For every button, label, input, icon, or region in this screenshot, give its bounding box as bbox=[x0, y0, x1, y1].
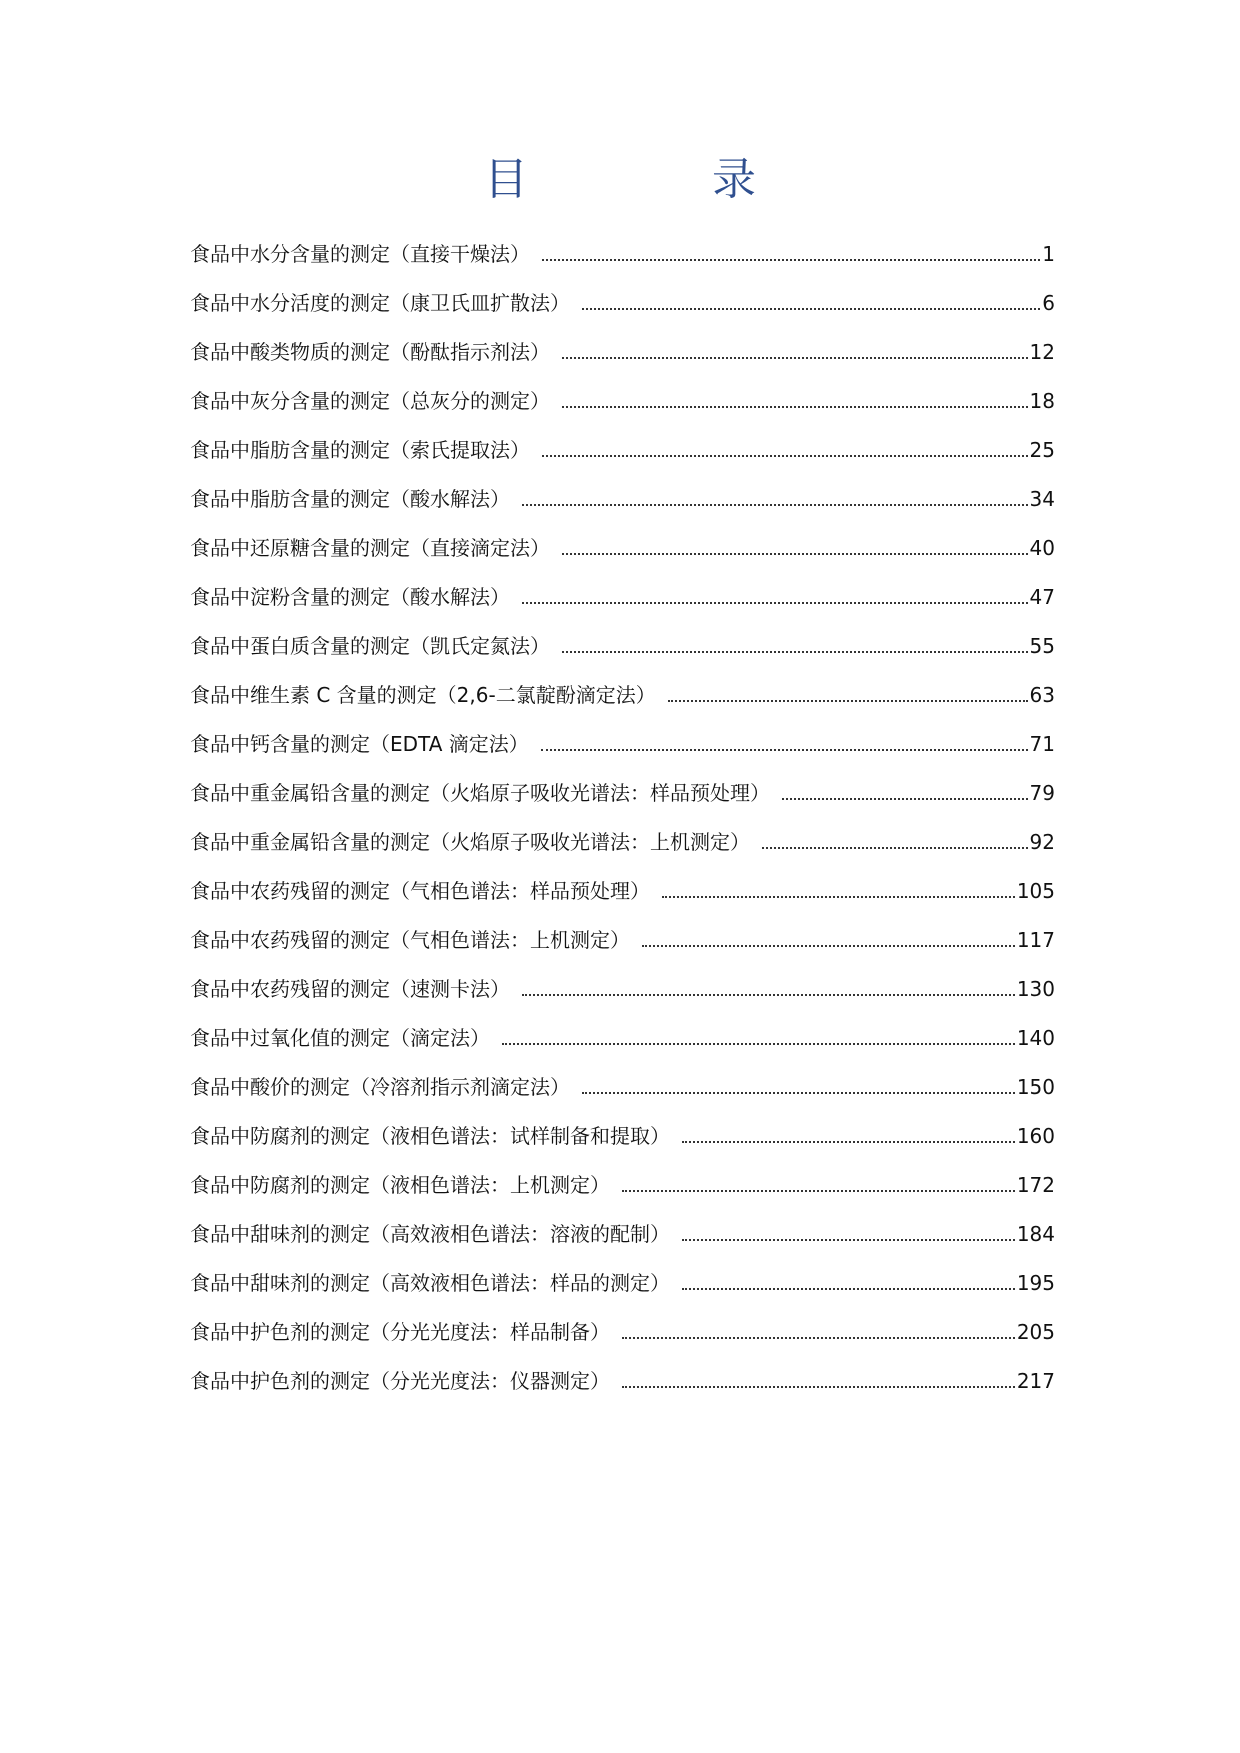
toc-entry-page-number: 18 bbox=[1029, 389, 1055, 413]
dot-leader bbox=[542, 259, 1040, 261]
toc-entry-title: 食品中甜味剂的测定（高效液相色谱法：溶液的配制） bbox=[190, 1222, 670, 1246]
toc-entry[interactable] bbox=[190, 610, 1055, 659]
toc-entry-page-number: 63 bbox=[1029, 683, 1055, 707]
toc-entry-title: 食品中钙含量的测定（EDTA 滴定法） bbox=[190, 732, 529, 756]
toc-entry-page-number: 150 bbox=[1016, 1075, 1055, 1099]
toc-entry[interactable] bbox=[190, 512, 1055, 561]
toc-entry-page-number: 172 bbox=[1016, 1173, 1055, 1197]
toc-entry-title: 食品中农药残留的测定（气相色谱法：上机测定） bbox=[190, 928, 630, 952]
toc-entry[interactable] bbox=[190, 316, 1055, 365]
toc-entry-title: 食品中脂肪含量的测定（索氏提取法） bbox=[190, 438, 530, 462]
toc-entry-title: 食品中酸价的测定（冷溶剂指示剂滴定法） bbox=[190, 1075, 570, 1099]
toc-entry-page-number: 140 bbox=[1016, 1026, 1055, 1050]
toc-entry-title: 食品中护色剂的测定（分光光度法：样品制备） bbox=[190, 1320, 610, 1344]
toc-entry-title: 食品中护色剂的测定（分光光度法：仪器测定） bbox=[190, 1369, 610, 1393]
dot-leader bbox=[562, 406, 1028, 408]
toc-entry[interactable] bbox=[190, 708, 1055, 757]
dot-leader bbox=[522, 504, 1028, 506]
toc-entry-page-number: 184 bbox=[1016, 1222, 1055, 1246]
dot-leader bbox=[762, 847, 1028, 849]
dot-leader bbox=[582, 308, 1040, 310]
toc-entry-title: 食品中过氧化值的测定（滴定法） bbox=[190, 1026, 490, 1050]
toc-entry-title: 食品中灰分含量的测定（总灰分的测定） bbox=[190, 389, 550, 413]
toc-entry[interactable] bbox=[190, 218, 1055, 267]
toc-entry[interactable] bbox=[190, 904, 1055, 953]
toc-entry-page-number: 55 bbox=[1029, 634, 1055, 658]
toc-entry-title: 食品中重金属铅含量的测定（火焰原子吸收光谱法：样品预处理） bbox=[190, 781, 770, 805]
toc-entry-page-number: 25 bbox=[1029, 438, 1055, 462]
toc-entry[interactable] bbox=[190, 855, 1055, 904]
toc-entry[interactable] bbox=[190, 659, 1055, 708]
toc-entry-title: 食品中脂肪含量的测定（酸水解法） bbox=[190, 487, 510, 511]
toc-title: 目 录 bbox=[484, 154, 826, 205]
dot-leader bbox=[782, 798, 1028, 800]
dot-leader bbox=[668, 700, 1028, 702]
toc-entry-title: 食品中维生素 C 含量的测定（2,6-二氯靛酚滴定法） bbox=[190, 683, 656, 707]
toc-entry-title: 食品中甜味剂的测定（高效液相色谱法：样品的测定） bbox=[190, 1271, 670, 1295]
toc-entry-title: 食品中重金属铅含量的测定（火焰原子吸收光谱法：上机测定） bbox=[190, 830, 750, 854]
dot-leader bbox=[622, 1386, 1015, 1388]
toc-entry[interactable] bbox=[190, 561, 1055, 610]
toc-entry-page-number: 34 bbox=[1029, 487, 1055, 511]
dot-leader bbox=[682, 1239, 1015, 1241]
dot-leader bbox=[562, 553, 1028, 555]
toc-entry-page-number: 6 bbox=[1042, 291, 1055, 315]
toc-entry[interactable] bbox=[190, 757, 1055, 806]
toc-entry-title: 食品中农药残留的测定（速测卡法） bbox=[190, 977, 510, 1001]
toc-entry-title: 食品中防腐剂的测定（液相色谱法：试样制备和提取） bbox=[190, 1124, 670, 1148]
toc-entry-title: 食品中淀粉含量的测定（酸水解法） bbox=[190, 585, 510, 609]
dot-leader bbox=[582, 1092, 1015, 1094]
toc-entry[interactable] bbox=[190, 1247, 1055, 1296]
toc-entry[interactable] bbox=[190, 1345, 1055, 1394]
toc-entry-page-number: 92 bbox=[1029, 830, 1055, 854]
toc-entry-page-number: 40 bbox=[1029, 536, 1055, 560]
dot-leader bbox=[662, 896, 1015, 898]
toc-entry[interactable] bbox=[190, 414, 1055, 463]
toc-entry-page-number: 130 bbox=[1016, 977, 1055, 1001]
toc-entry[interactable] bbox=[190, 1002, 1055, 1051]
dot-leader bbox=[542, 455, 1028, 457]
dot-leader bbox=[502, 1043, 1015, 1045]
toc-entry-title: 食品中水分含量的测定（直接干燥法） bbox=[190, 242, 530, 266]
toc-entry[interactable] bbox=[190, 1100, 1055, 1149]
dot-leader bbox=[562, 651, 1028, 653]
toc-entry-title: 食品中防腐剂的测定（液相色谱法：上机测定） bbox=[190, 1173, 610, 1197]
toc-entry[interactable] bbox=[190, 1051, 1055, 1100]
toc-entry[interactable] bbox=[190, 267, 1055, 316]
toc-entry-page-number: 217 bbox=[1016, 1369, 1055, 1393]
toc-entry[interactable] bbox=[190, 1149, 1055, 1198]
dot-leader bbox=[622, 1190, 1015, 1192]
toc-entry-page-number: 12 bbox=[1029, 340, 1055, 364]
toc-entry-page-number: 117 bbox=[1016, 928, 1055, 952]
toc-entry[interactable] bbox=[190, 806, 1055, 855]
dot-leader bbox=[682, 1288, 1015, 1290]
toc-entry-page-number: 1 bbox=[1042, 242, 1055, 266]
toc-entry-page-number: 195 bbox=[1016, 1271, 1055, 1295]
toc-entry-page-number: 205 bbox=[1016, 1320, 1055, 1344]
toc-entry-title: 食品中蛋白质含量的测定（凯氏定氮法） bbox=[190, 634, 550, 658]
toc-entry-title: 食品中水分活度的测定（康卫氏皿扩散法） bbox=[190, 291, 570, 315]
toc-entry[interactable] bbox=[190, 1296, 1055, 1345]
toc-entry-title: 食品中酸类物质的测定（酚酞指示剂法） bbox=[190, 340, 550, 364]
toc-entry[interactable] bbox=[190, 463, 1055, 512]
dot-leader bbox=[642, 945, 1015, 947]
toc-entry-title: 食品中还原糖含量的测定（直接滴定法） bbox=[190, 536, 550, 560]
toc-entry-page-number: 105 bbox=[1016, 879, 1055, 903]
dot-leader bbox=[541, 749, 1028, 751]
toc-entry-title: 食品中农药残留的测定（气相色谱法：样品预处理） bbox=[190, 879, 650, 903]
toc-entry-page-number: 71 bbox=[1029, 732, 1055, 756]
toc-entry-page-number: 47 bbox=[1029, 585, 1055, 609]
toc-entry[interactable] bbox=[190, 365, 1055, 414]
toc-entry[interactable] bbox=[190, 1198, 1055, 1247]
dot-leader bbox=[682, 1141, 1015, 1143]
dot-leader bbox=[522, 602, 1028, 604]
toc-entry[interactable] bbox=[190, 953, 1055, 1002]
toc-list bbox=[190, 218, 1055, 1394]
dot-leader bbox=[622, 1337, 1015, 1339]
toc-entry-page-number: 79 bbox=[1029, 781, 1055, 805]
dot-leader bbox=[562, 357, 1028, 359]
toc-entry-page-number: 160 bbox=[1016, 1124, 1055, 1148]
dot-leader bbox=[522, 994, 1015, 996]
